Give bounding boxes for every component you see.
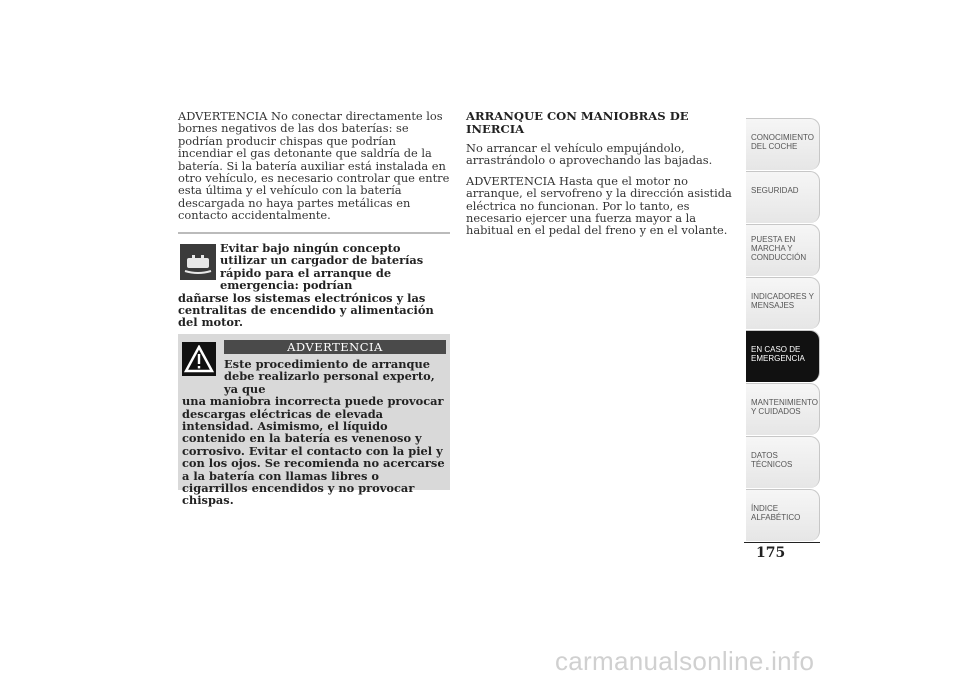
environment-notice-first: Evitar bajo ningún concepto utilizar un cargador de baterías rápido para el arranque de emergencia: podrían	[220, 241, 424, 293]
left-column	[178, 109, 450, 508]
tab-mantenimiento[interactable]: MANTENIMIENTO Y CUIDADOS	[746, 383, 820, 435]
tab-puesta-en-marcha[interactable]: PUESTA EN MARCHA Y CONDUCCIÓN	[746, 224, 820, 276]
danger-warning-first: Este procedimiento de arranque debe realizarlo personal experto, ya que	[224, 357, 435, 396]
tab-conocimiento[interactable]: CONOCIMIENTO DEL COCHE	[746, 118, 820, 170]
environment-notice-rest: dañarse los sistemas electrónicos y las centralitas de encendido y alimentación del motor.	[178, 290, 434, 330]
paragraph-warning-brakes: ADVERTENCIA Hasta que el motor no arranque, el servofreno y la dirección asistida eléctrica no funcionan. Por lo tanto, es necesario ejercer una fuerza mayor a la habitual en el pedal del freno y en el volante.	[466, 173, 732, 238]
danger-warning-text	[178, 354, 450, 507]
paragraph-push-start: No arrancar el vehículo empujándolo, arrastrándolo o aprovechando las bajadas.	[466, 141, 713, 168]
tab-indicadores[interactable]: INDICADORES Y MENSAJES	[746, 277, 820, 329]
warning-triangle-icon	[182, 342, 216, 376]
page-number: 175	[756, 545, 786, 561]
danger-warning-header: ADVERTENCIA	[224, 340, 446, 354]
tab-emergencia[interactable]: EN CASO DE EMERGENCIA	[746, 330, 820, 382]
chapter-tabs	[746, 118, 820, 542]
tab-seguridad[interactable]: SEGURIDAD	[746, 171, 820, 223]
section-heading: ARRANQUE CON MANIOBRAS DE INERCIA	[466, 109, 689, 136]
tab-datos-tecnicos[interactable]: DATOS TÉCNICOS	[746, 436, 820, 488]
environment-notice	[178, 232, 450, 330]
watermark: carmanualsonline.info	[555, 646, 815, 676]
danger-warning-rest: una maniobra incorrecta puede provocar descargas eléctricas de elevada intensidad. Asimismo, el líquido contenido en la batería es venenoso y corrosivo. Evitar el contacto con la piel y con los ojos. Se recomienda no acercarse a la batería con llamas libres o cigarrillos encendidos y no provocar chispas.	[182, 394, 445, 508]
tab-indice[interactable]: ÍNDICE ALFABÉTICO	[746, 489, 820, 541]
danger-warning-box	[178, 334, 450, 508]
battery-disposal-icon	[180, 244, 216, 280]
right-column	[466, 110, 736, 237]
warning-paragraph: ADVERTENCIA No conectar directamente los bornes negativos de las dos baterías: se podrían producir chispas que podrían incendiar el gas detonante que saldría de la batería. Si la batería auxiliar está instalada en otro vehículo, es necesario controlar que entre esta última y el vehículo con la batería descargada no haya partes metálicas en contacto accidentalmente.	[178, 109, 450, 223]
environment-notice-text	[178, 242, 450, 329]
page-number-rule	[744, 542, 820, 543]
